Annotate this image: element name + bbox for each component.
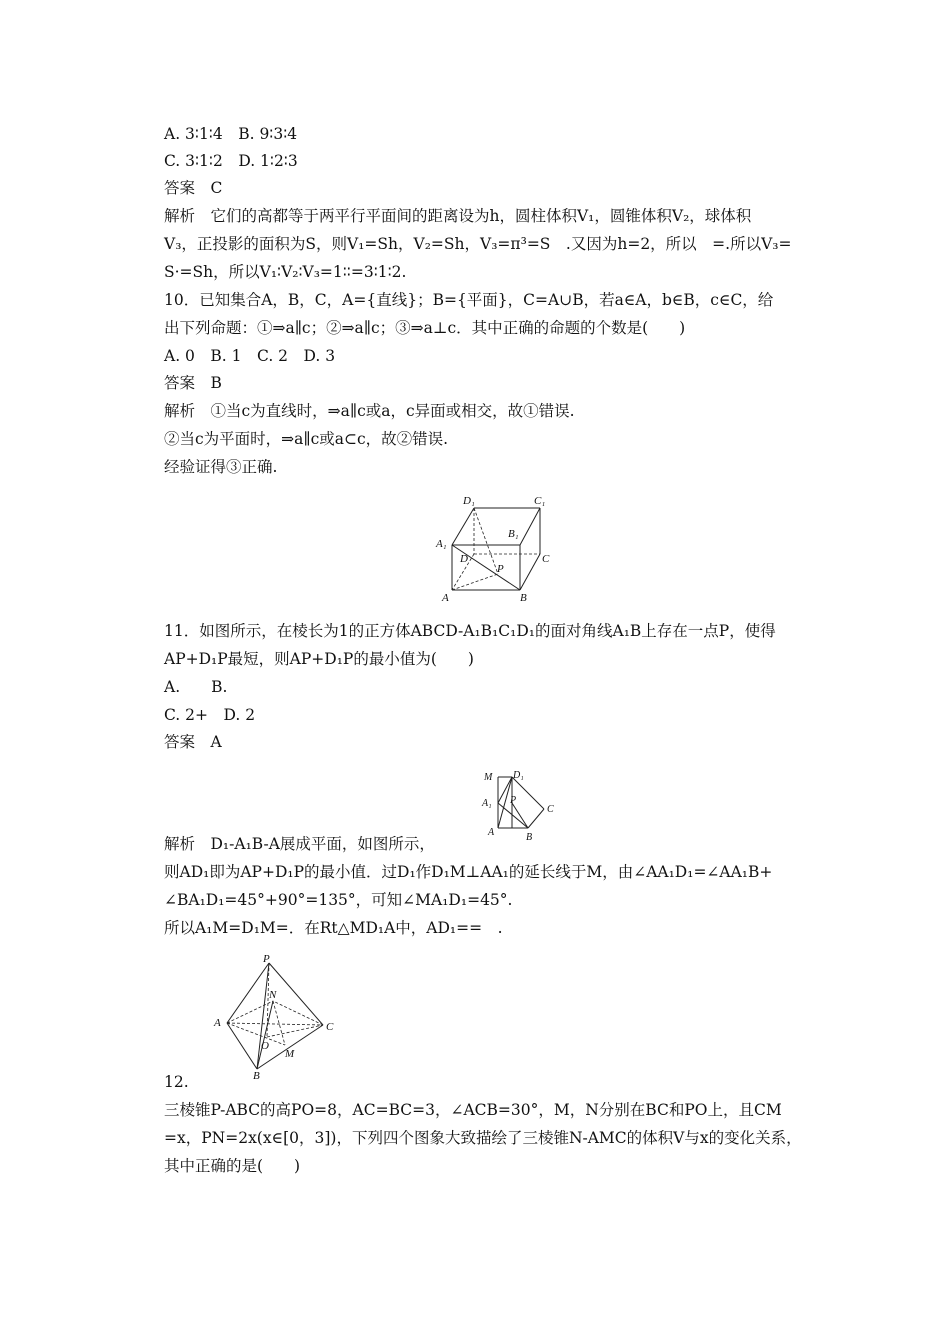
cube-figure: [430, 490, 560, 605]
pyramid-label-c: C: [326, 1021, 334, 1033]
q9-options-line-2: C. 3∶1∶2 D. 1∶2∶3: [164, 152, 298, 170]
q9-analysis-line-2: V₃，正投影的面积为S，则V₁=Sh，V₂=Sh，V₃=π³=S .又因为h=2，所以 =.所以V₃=: [164, 235, 792, 253]
q11-analysis-line-1: 解析 D₁-A₁B-A展成平面，如图所示，: [164, 835, 435, 853]
q12-stem-line-1: 三棱锥P-ABC的高PO=8，AC=BC=3，∠ACB=30°，M，N分别在BC和PO上，且CM: [164, 1101, 782, 1119]
unfold-label-m: M: [484, 772, 493, 783]
q11-analysis-line-4: 所以A₁M=D₁M=．在Rt△MD₁A中，AD₁== .: [164, 919, 503, 937]
unfold-label-d1: D₁: [513, 770, 524, 781]
q10-answer: 答案 B: [164, 374, 222, 392]
q10-stem-line-1: 10．已知集合A，B，C，A={直线}；B={平面}，C=A∪B，若a∈A，b∈B，c∈C，给: [164, 291, 774, 309]
pyramid-label-a: A: [214, 1017, 221, 1029]
q9-answer: 答案 C: [164, 179, 223, 197]
q11-analysis-line-3: ∠BA₁D₁=45°+90°=135°，可知∠MA₁D₁=45°.: [164, 891, 513, 909]
q12-stem-line-3: 其中正确的是( ): [164, 1157, 301, 1175]
q10-analysis-line-3: 经验证得③正确.: [164, 458, 278, 476]
cube-label-b1: B₁: [508, 528, 519, 540]
cube-label-d1: D₁: [463, 495, 475, 507]
cube-label-a: A: [442, 592, 449, 604]
q12-stem-line-2: =x，PN=2x(x∈[0，3])，下列四个图象大致描绘了三棱锥N-AMC的体积V与x的变化关系，: [164, 1129, 802, 1147]
q10-analysis-line-1: 解析 ①当c为直线时，⇒a∥c或a，c异面或相交，故①错误.: [164, 402, 575, 420]
unfold-label-a: A: [488, 827, 495, 838]
q12-number: 12.: [164, 1073, 189, 1091]
pyramid-label-n: N: [269, 989, 277, 1001]
pyramid-label-m: M: [285, 1048, 295, 1060]
unfold-label-c: C: [547, 804, 554, 815]
q10-options: A. 0 B. 1 C. 2 D. 3: [164, 347, 336, 365]
unfold-label-b: B: [526, 832, 533, 843]
cube-label-d: D: [460, 553, 468, 565]
cube-label-c: C: [542, 553, 550, 565]
q11-options-line-1: A. B.: [164, 678, 228, 696]
pyramid-label-b: B: [253, 1070, 260, 1081]
q10-analysis-line-2: ②当c为平面时，⇒a∥c或a⊂c，故②错误.: [164, 430, 449, 448]
q11-stem-line-2: AP+D₁P最短，则AP+D₁P的最小值为( ): [164, 650, 474, 668]
unfold-label-p: P: [510, 795, 517, 806]
q11-stem-line-1: 11．如图所示，在棱长为1的正方体ABCD-A₁B₁C₁D₁的面对角线A₁B上存在一点P，使得: [164, 622, 776, 640]
q11-options-line-2: C. 2+ D. 2: [164, 706, 256, 724]
unfold-label-a1: A₁: [482, 798, 492, 809]
q9-analysis-line-3: S·=Sh，所以V₁∶V₂∶V₃=1∶∶=3∶1∶2.: [164, 263, 407, 281]
pyramid-label-o: O: [261, 1040, 269, 1052]
q10-stem-line-2: 出下列命题：①⇒a∥c；②⇒a∥c；③⇒a⊥c．其中正确的命题的个数是( ): [164, 319, 686, 337]
cube-label-a1: A₁: [436, 538, 447, 550]
q9-analysis-line-1: 解析 它们的高都等于两平行平面间的距离设为h，圆柱体积V₁，圆锥体积V₂，球体积: [164, 207, 752, 225]
pyramid-figure: [205, 953, 345, 1081]
q11-answer: 答案 A: [164, 733, 222, 751]
pyramid-label-p: P: [263, 953, 270, 965]
cube-label-p: P: [497, 563, 504, 575]
cube-label-c1: C₁: [534, 495, 546, 507]
q11-analysis-line-2: 则AD₁即为AP+D₁P的最小值．过D₁作D₁M⊥AA₁的延长线于M，由∠AA₁D₁=∠AA₁B+: [164, 863, 773, 881]
q9-options-line-1: A. 3∶1∶4 B. 9∶3∶4: [164, 125, 298, 143]
cube-label-b: B: [520, 592, 527, 604]
unfold-figure: [478, 765, 563, 843]
